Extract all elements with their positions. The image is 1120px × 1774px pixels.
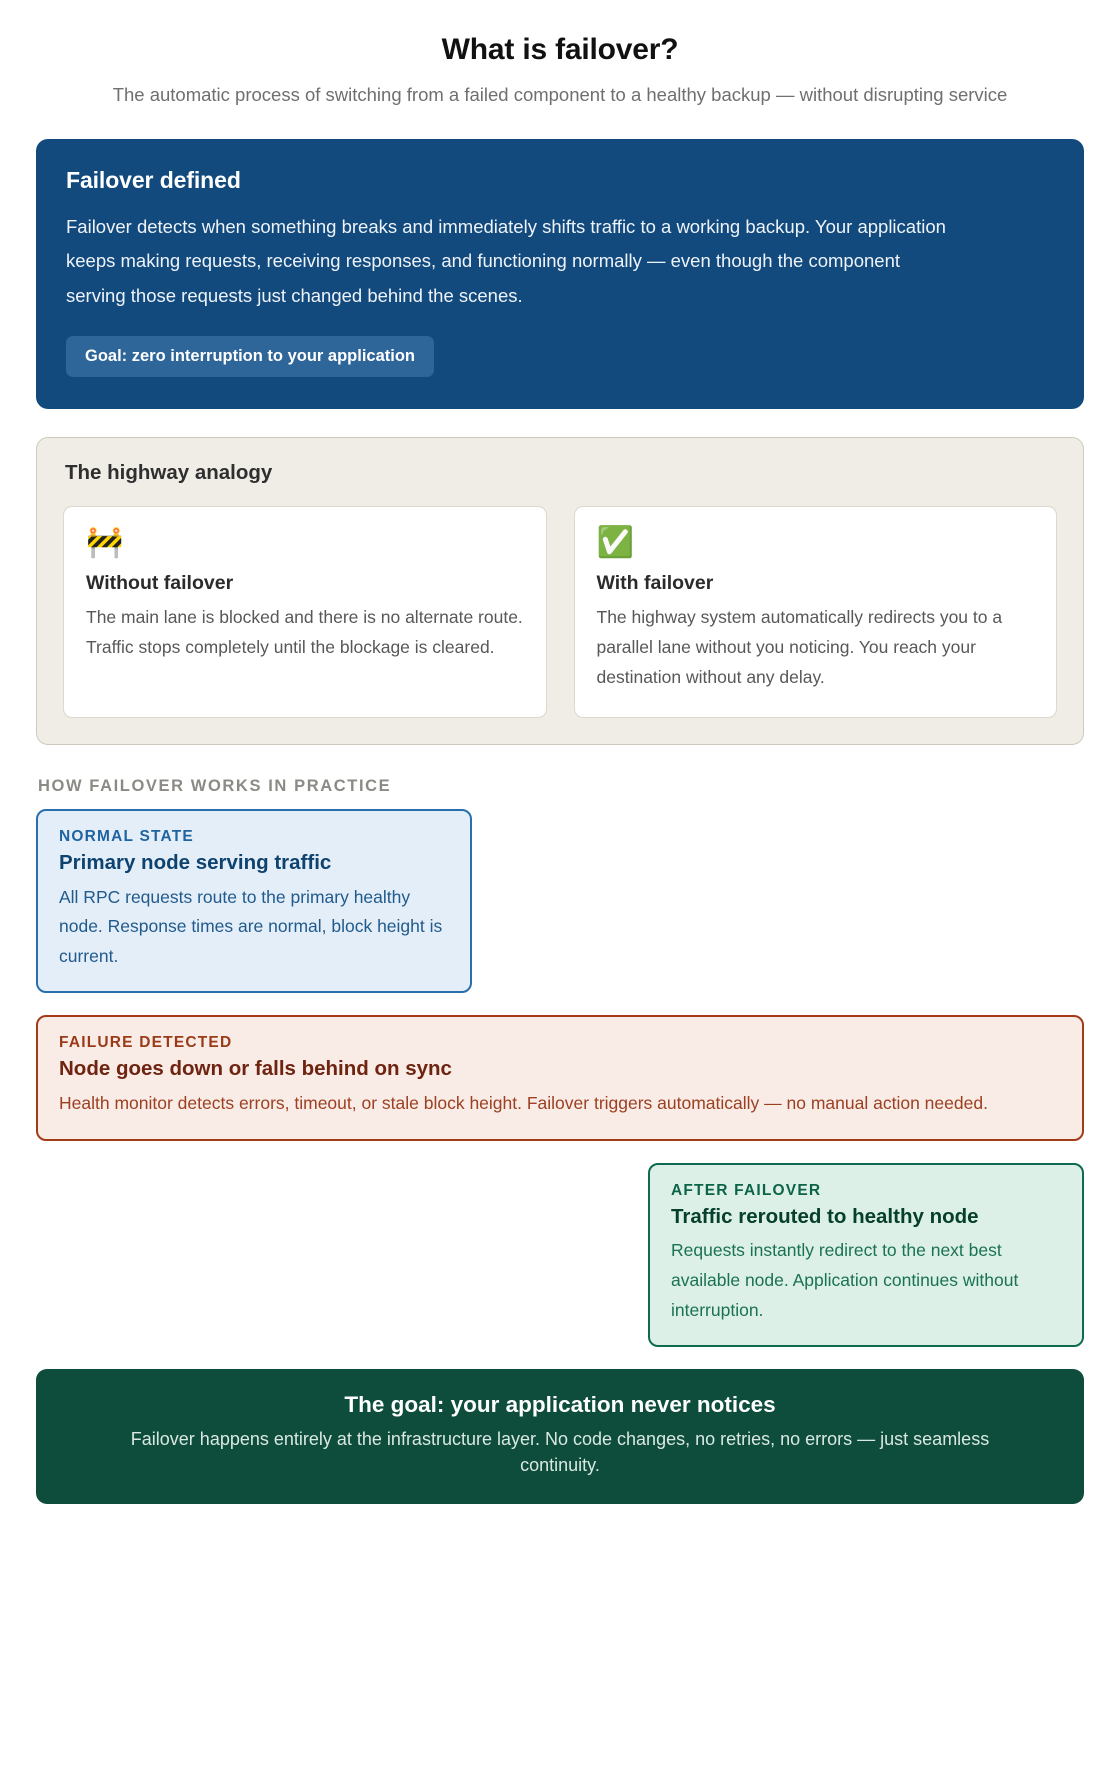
check-mark-button-icon: ✅ xyxy=(596,524,634,560)
analogy-card-with-failover xyxy=(574,506,1058,718)
failover-defined-title: Failover defined xyxy=(66,167,241,194)
step-card-after-failover xyxy=(648,1163,1084,1347)
step-body: Requests instantly redirect to the next best available node. Application continues without interruption. xyxy=(671,1240,1019,1320)
step-title: Traffic rerouted to healthy node xyxy=(671,1204,979,1228)
step-title: Node goes down or falls behind on sync xyxy=(59,1057,452,1081)
page-subtitle: The automatic process of switching from a failed component to a healthy backup — without disrupting service xyxy=(112,84,1008,105)
step-kicker: NORMAL STATE xyxy=(59,827,194,845)
goal-badge: Goal: zero interruption to your application xyxy=(66,336,434,377)
step-card-normal-state xyxy=(36,809,472,993)
step-kicker: AFTER FAILOVER xyxy=(671,1181,822,1199)
analogy-card-without-failover xyxy=(63,506,547,718)
analogy-card-title: With failover xyxy=(596,571,714,594)
step-body: All RPC requests route to the primary healthy node. Response times are normal, block height is current. xyxy=(59,886,443,966)
step-card-failure-detected xyxy=(36,1015,1084,1140)
goal-banner-title: The goal: your application never notices xyxy=(344,1392,776,1418)
analogy-card-title: Without failover xyxy=(86,571,234,594)
step-kicker: FAILURE DETECTED xyxy=(59,1034,233,1052)
goal-banner xyxy=(36,1369,1084,1504)
page-header xyxy=(36,28,1084,108)
failover-defined-body: Failover detects when something breaks and immediately shifts traffic to a working backup. Your application keeps making requests, receiving responses, and functioning normally — even though the component serving those requests just changed behind the scenes. xyxy=(66,215,946,306)
highway-analogy-panel xyxy=(36,437,1084,745)
analogy-card-body: The main lane is blocked and there is no alternate route. Traffic stops completely until the blockage is cleared. xyxy=(86,607,523,657)
goal-banner-body: Failover happens entirely at the infrastructure layer. No code changes, no retries, no errors — just seamless continuity. xyxy=(130,1429,990,1476)
section-heading-how-failover-works: HOW FAILOVER WORKS IN PRACTICE xyxy=(38,776,392,795)
highway-analogy-title: The highway analogy xyxy=(65,461,273,485)
highway-analogy-grid xyxy=(63,506,1057,718)
step-body: Health monitor detects errors, timeout, or stale block height. Failover triggers automatically — no manual action needed. xyxy=(59,1093,988,1114)
analogy-card-body: The highway system automatically redirects you to a parallel lane without you noticing. You reach your destination without any delay. xyxy=(596,607,1003,687)
step-title: Primary node serving traffic xyxy=(59,850,332,874)
construction-barrier-icon: 🚧 xyxy=(86,524,124,560)
page-title: What is failover? xyxy=(441,33,679,66)
failover-defined-badge-row xyxy=(66,336,1054,377)
failover-steps-list xyxy=(36,809,1084,1347)
failover-defined-card xyxy=(36,139,1084,409)
